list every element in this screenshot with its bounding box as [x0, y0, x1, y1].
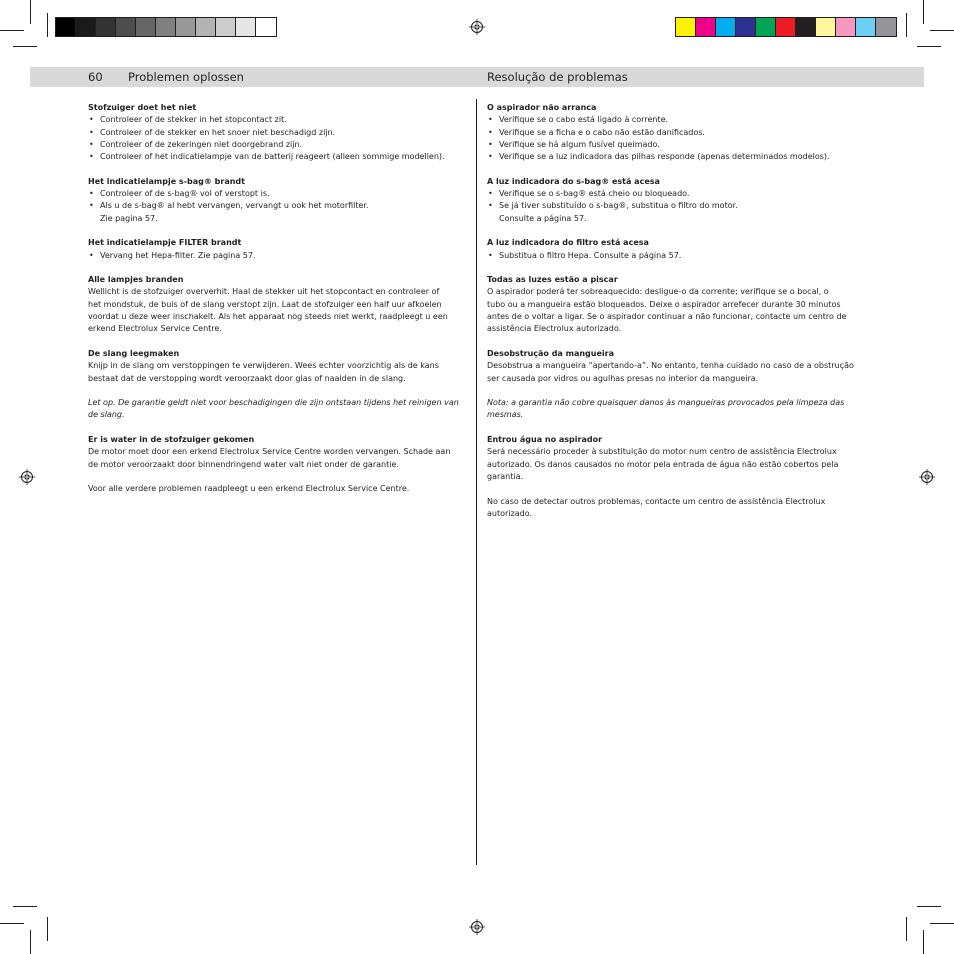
crop-mark: [30, 930, 31, 954]
paragraph-line: Wellicht is de stofzuiger oververhit. Haal de stekker uit het stopcontact en controleer of: [88, 287, 440, 297]
color-swatch: [876, 18, 896, 36]
crop-mark: [47, 13, 48, 37]
crop-mark: [0, 923, 24, 924]
list-item-text: Se já tiver substituído o s-bag®, substitua o filtro do motor.: [499, 201, 738, 211]
color-swatch: [716, 18, 736, 36]
paragraph-line: O aspirador poderá ter sobreaquecido: desligue-o da corrente; verifique se o bocal, o: [487, 287, 829, 297]
gray-swatch: [156, 18, 176, 36]
list-item: • Controleer of de stekker in het stopcontact zit.: [88, 114, 473, 126]
crop-mark: [930, 923, 954, 924]
gray-swatch: [56, 18, 76, 36]
gray-swatch: [116, 18, 136, 36]
gray-swatch: [196, 18, 216, 36]
paragraph-line: voordat u deze weer inschakelt. Als het apparaat nog steeds niet werkt, raadpleegt u een: [88, 312, 448, 322]
section-not-working: [487, 102, 877, 163]
section-all-lights: [88, 274, 473, 335]
section-title-portuguese: Resolução de problemas: [487, 70, 628, 84]
check-list: [487, 250, 877, 262]
gray-swatch: [256, 18, 276, 36]
list-item-continuation: Consulte a página 57.: [499, 213, 587, 223]
note-line: Let op. De garantie geldt niet voor beschadigingen die zijn ontstaan tijdens het reinigen van: [88, 398, 459, 408]
list-item-text: Als u de s-bag® al hebt vervangen, vervangt u ook het motorfilter.: [100, 201, 369, 211]
gray-swatch: [76, 18, 96, 36]
crop-mark: [30, 0, 31, 24]
closing-paragraph: [88, 483, 473, 495]
section-not-working: [88, 102, 473, 163]
section-heading: Entrou água no aspirador: [487, 435, 603, 445]
crop-mark: [930, 30, 954, 31]
color-swatch: [696, 18, 716, 36]
list-item: • Verifique se a luz indicadora das pilhas responde (apenas determinados modelos).: [487, 151, 877, 163]
section-heading: Er is water in de stofzuiger gekomen: [88, 435, 255, 445]
gray-swatch: [236, 18, 256, 36]
section-heading: Desobstrução da mangueira: [487, 348, 614, 358]
paragraph-line: autorizado. Os danos causados no motor pela entrada de água não estão cobertos pela: [487, 459, 839, 469]
color-swatch: [816, 18, 836, 36]
section-heading: Het indicatielampje s-bag® brandt: [88, 176, 245, 186]
section-heading: Alle lampjes branden: [88, 275, 184, 285]
paragraph-line: ser causada por vidros ou agulhas presas no interior da mangueira.: [487, 373, 759, 383]
paragraph-line: bestaat dat de verstopping wordt veroorzaakt door glas of naalden in de slang.: [88, 373, 406, 383]
section-hose-clearing: [88, 348, 473, 385]
list-item: • Verifique se o s-bag® está cheio ou bloqueado.: [487, 188, 877, 200]
paragraph-line: de motor veroorzaakt door binnendringend water valt niet onder de garantie.: [88, 459, 399, 469]
list-item: • Controleer of de stekker en het snoer niet beschadigd zijn.: [88, 127, 473, 139]
section-water-entered: [487, 434, 877, 483]
paragraph-line: autorizado.: [487, 508, 532, 518]
color-swatch: [776, 18, 796, 36]
crop-mark: [923, 930, 924, 954]
check-list: [88, 114, 473, 163]
crop-mark: [917, 46, 941, 47]
section-sbag-indicator: [88, 176, 473, 225]
section-all-lights: [487, 274, 877, 335]
closing-paragraph: [487, 496, 877, 521]
crop-mark: [13, 46, 37, 47]
list-item: • Substitua o filtro Hepa. Consulte a página 57.: [487, 250, 877, 262]
section-filter-indicator: [487, 237, 877, 262]
list-item: • Controleer of de s-bag® vol of verstopt is.: [88, 188, 473, 200]
color-swatch: [676, 18, 696, 36]
note-line: mesmas.: [487, 410, 524, 420]
color-swatch: [856, 18, 876, 36]
grayscale-color-bar: [55, 17, 277, 37]
paragraph-line: Desobstrua a mangueira “apertando-a”. No entanto, tenha cuidado no caso de a obstrução: [487, 361, 854, 371]
section-sbag-indicator: [487, 176, 877, 225]
section-title-dutch: Problemen oplossen: [128, 70, 244, 84]
section-heading: Stofzuiger doet het niet: [88, 103, 197, 112]
registration-mark-icon: [469, 19, 485, 35]
warranty-note: [88, 397, 473, 422]
gray-swatch: [176, 18, 196, 36]
color-swatch: [796, 18, 816, 36]
paragraph-line: assistência Electrolux autorizado.: [487, 324, 622, 334]
list-item: • Vervang het Hepa-filter. Zie pagina 57.: [88, 250, 473, 262]
crop-mark: [47, 917, 48, 941]
registration-mark-icon: [919, 469, 935, 485]
paragraph-line: No caso de detectar outros problemas, contacte um centro de assistência Electrolux: [487, 496, 826, 506]
list-item: • Verifique se há algum fusível queimado.: [487, 139, 877, 151]
check-list: [487, 114, 877, 163]
page-number: 60: [88, 70, 103, 84]
crop-mark: [906, 13, 907, 37]
paragraph-line: tubo ou a mangueira estão bloqueados. Deixe o aspirador arrefecer durante 30 minutos: [487, 299, 841, 309]
color-swatch: [736, 18, 756, 36]
list-item: • Controleer of de zekeringen niet doorgebrand zijn.: [88, 139, 473, 151]
crop-mark: [923, 0, 924, 24]
check-list: [88, 250, 473, 262]
list-item: • Controleer of het indicatielampje van de batterij reageert (alleen sommige modellen).: [88, 151, 473, 163]
paragraph-line: het mondstuk, de buis of de slang verstopt zijn. Laat de stofzuiger een half uur afkoelen: [88, 299, 442, 309]
note-line: de slang.: [88, 410, 125, 420]
gray-swatch: [216, 18, 236, 36]
section-water-entered: [88, 434, 473, 471]
section-heading: Het indicatielampje FILTER brandt: [88, 238, 242, 248]
section-heading: Todas as luzes estão a piscar: [487, 275, 618, 285]
paragraph-line: Será necessário proceder à substituição do motor num centro de assistência Electrolux: [487, 447, 837, 457]
check-list: [487, 188, 877, 225]
section-heading: De slang leegmaken: [88, 348, 180, 358]
paragraph-line: De motor moet door een erkend Electrolux Service Centre worden vervangen. Schade aan: [88, 447, 451, 457]
registration-mark-icon: [469, 919, 485, 935]
section-heading: A luz indicadora do filtro está acesa: [487, 238, 649, 248]
color-swatch: [756, 18, 776, 36]
dutch-column: [88, 102, 473, 508]
paragraph-line: erkend Electrolux Service Centre.: [88, 324, 222, 334]
paragraph-line: garantia.: [487, 471, 524, 481]
list-item-continuation: Zie pagina 57.: [100, 213, 158, 223]
paragraph-line: Voor alle verdere problemen raadpleegt u een erkend Electrolux Service Centre.: [88, 484, 410, 494]
check-list: [88, 188, 473, 225]
list-item: • Verifique se o cabo está ligado à corrente.: [487, 114, 877, 126]
gray-swatch: [136, 18, 156, 36]
section-heading: A luz indicadora do s-bag® está acesa: [487, 176, 660, 186]
list-item: [88, 200, 473, 225]
note-line: Nota: a garantia não cobre quaisquer danos às mangueiras provocados pela limpeza das: [487, 398, 845, 408]
column-divider: [476, 99, 477, 865]
section-filter-indicator: [88, 237, 473, 262]
paragraph-line: antes de o voltar a ligar. Se o aspirador continuar a não funcionar, contacte um centro de: [487, 312, 847, 322]
gray-swatch: [96, 18, 116, 36]
section-heading: O aspirador não arranca: [487, 103, 597, 112]
crop-mark: [0, 30, 24, 31]
crop-mark: [917, 906, 941, 907]
process-color-bar: [675, 17, 897, 37]
list-item: [487, 200, 877, 225]
warranty-note: [487, 397, 877, 422]
color-swatch: [836, 18, 856, 36]
paragraph-line: Knijp in de slang om verstoppingen te verwijderen. Wees echter voorzichtig als de kans: [88, 361, 439, 371]
list-item: • Verifique se a ficha e o cabo não estão danificados.: [487, 127, 877, 139]
portuguese-column: [487, 102, 877, 532]
crop-mark: [906, 917, 907, 941]
section-hose-clearing: [487, 348, 877, 385]
section-header-band: [30, 67, 924, 87]
crop-mark: [13, 906, 37, 907]
registration-mark-icon: [19, 469, 35, 485]
